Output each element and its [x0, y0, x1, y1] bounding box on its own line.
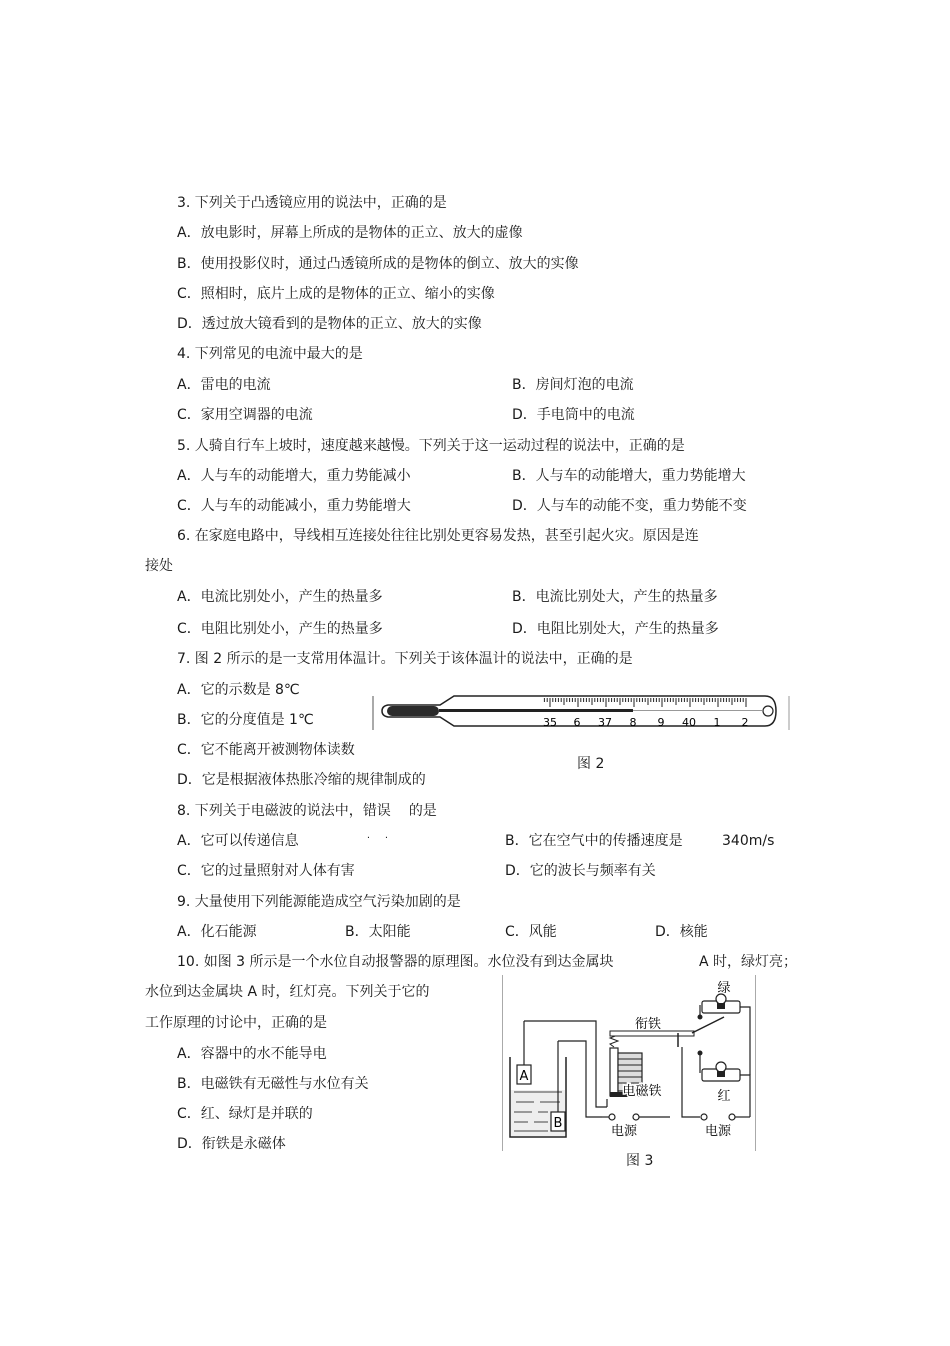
- q6-option-b: B．电流比别处大，产生的热量多: [512, 589, 718, 605]
- q10-option-b: B．电磁铁有无磁性与水位有关: [177, 1076, 369, 1092]
- q6-option-d: D．电阻比别处大，产生的热量多: [512, 621, 719, 637]
- q4-option-a: A．雷电的电流: [177, 377, 271, 393]
- q3-stem: 3. 下列关于凸透镜应用的说法中，正确的是: [177, 195, 447, 211]
- q6-stem: 6. 在家庭电路中，导线相互连接处往往比别处更容易发热，甚至引起火灾。原因是连: [177, 528, 699, 544]
- q6-option-a: A．电流比别处小，产生的热量多: [177, 589, 383, 605]
- block-b-label: B: [553, 1116, 563, 1131]
- q10-stem-line3: 工作原理的讨论中，正确的是: [145, 1015, 327, 1031]
- q10-option-d: D．衔铁是永磁体: [177, 1136, 286, 1152]
- q4-option-d: D．手电筒中的电流: [512, 407, 635, 423]
- green-lamp-label: 绿: [717, 981, 731, 996]
- scale-label-9: 9: [657, 716, 665, 729]
- q8-option-b-value: 340m/s: [722, 833, 775, 849]
- figure-3-caption: 图 3: [626, 1153, 654, 1169]
- scale-label-37: 37: [598, 716, 612, 729]
- scale-label-35: 35: [543, 716, 557, 729]
- q8-option-a: A．它可以传递信息: [177, 833, 299, 849]
- q3-option-d: D．透过放大镜看到的是物体的正立、放大的实像: [177, 316, 482, 332]
- electromagnet-label: 电磁铁: [622, 1084, 662, 1099]
- scale-label-8: 8: [629, 716, 637, 729]
- power-supply-2-label: 电源: [704, 1124, 732, 1139]
- q9-option-a: A．化石能源: [177, 924, 257, 940]
- q5-option-c: C．人与车的动能减小，重力势能增大: [177, 498, 411, 514]
- q3-option-b: B．使用投影仪时，通过凸透镜所成的是物体的倒立、放大的实像: [177, 256, 579, 272]
- q7-option-c: C．它不能离开被测物体读数: [177, 742, 355, 758]
- q8-stem: 8. 下列关于电磁波的说法中，错误 . . 的是: [177, 803, 437, 841]
- q8-option-c: C．它的过量照射对人体有害: [177, 863, 355, 879]
- q4-stem: 4. 下列常见的电流中最大的是: [177, 346, 363, 362]
- q8-option-b: B．它在空气中的传播速度是: [505, 833, 683, 849]
- q7-option-b: B．它的分度值是 1℃: [177, 712, 314, 728]
- water-level-alarm-figure: [502, 975, 756, 1151]
- power-supply-1-label: 电源: [610, 1124, 638, 1139]
- q9-stem: 9. 大量使用下列能源能造成空气污染加剧的是: [177, 894, 461, 910]
- red-lamp-label: 红: [717, 1089, 731, 1104]
- q9-option-b: B．太阳能: [345, 924, 411, 940]
- q10-stem-line2: 水位到达金属块 A 时，红灯亮。下列关于它的: [145, 984, 430, 1000]
- thermometer-figure: [372, 690, 790, 734]
- q3-option-a: A．放电影时，屏幕上所成的是物体的正立、放大的虚像: [177, 225, 523, 241]
- q8-stem-emphasis: 错误: [362, 803, 391, 819]
- q10-option-c: C．红、绿灯是并联的: [177, 1106, 313, 1122]
- q8-stem-post: 的是: [408, 803, 437, 819]
- q5-option-a: A．人与车的动能增大，重力势能减小: [177, 468, 411, 484]
- q4-option-c: C．家用空调器的电流: [177, 407, 313, 423]
- scale-label-1: 1: [713, 716, 721, 729]
- scale-label-2: 2: [741, 716, 749, 729]
- q8-stem-pre: 8. 下列关于电磁波的说法中，: [177, 803, 363, 819]
- q10-stem-part2: A 时，绿灯亮；: [699, 954, 798, 970]
- scale-label-40: 40: [682, 716, 696, 729]
- q9-option-d: D．核能: [655, 924, 708, 940]
- q5-option-d: D．人与车的动能不变，重力势能不变: [512, 498, 747, 514]
- q5-option-b: B．人与车的动能增大，重力势能增大: [512, 468, 746, 484]
- q9-option-c: C．风能: [505, 924, 557, 940]
- figure-2-caption: 图 2: [577, 756, 605, 772]
- q7-stem: 7. 图 2 所示的是一支常用体温计。下列关于该体温计的说法中，正确的是: [177, 651, 633, 667]
- q8-option-d: D．它的波长与频率有关: [505, 863, 656, 879]
- q5-stem: 5. 人骑自行车上坡时，速度越来越慢。下列关于这一运动过程的说法中，正确的是: [177, 438, 685, 454]
- q7-option-d: D．它是根据液体热胀冷缩的规律制成的: [177, 772, 426, 788]
- q3-option-c: C．照相时，底片上成的是物体的正立、缩小的实像: [177, 286, 495, 302]
- q7-option-a: A．它的示数是 8℃: [177, 682, 300, 698]
- q4-option-b: B．房间灯泡的电流: [512, 377, 634, 393]
- q6-stem-continuation: 接处: [145, 558, 173, 574]
- block-a-label: A: [519, 1069, 529, 1084]
- q10-option-a: A．容器中的水不能导电: [177, 1046, 327, 1062]
- scale-label-6: 6: [573, 716, 581, 729]
- armature-label: 衔铁: [634, 1017, 662, 1032]
- q6-option-c: C．电阻比别处小，产生的热量多: [177, 621, 383, 637]
- q10-stem-part1: 10. 如图 3 所示是一个水位自动报警器的原理图。水位没有到达金属块: [177, 954, 614, 970]
